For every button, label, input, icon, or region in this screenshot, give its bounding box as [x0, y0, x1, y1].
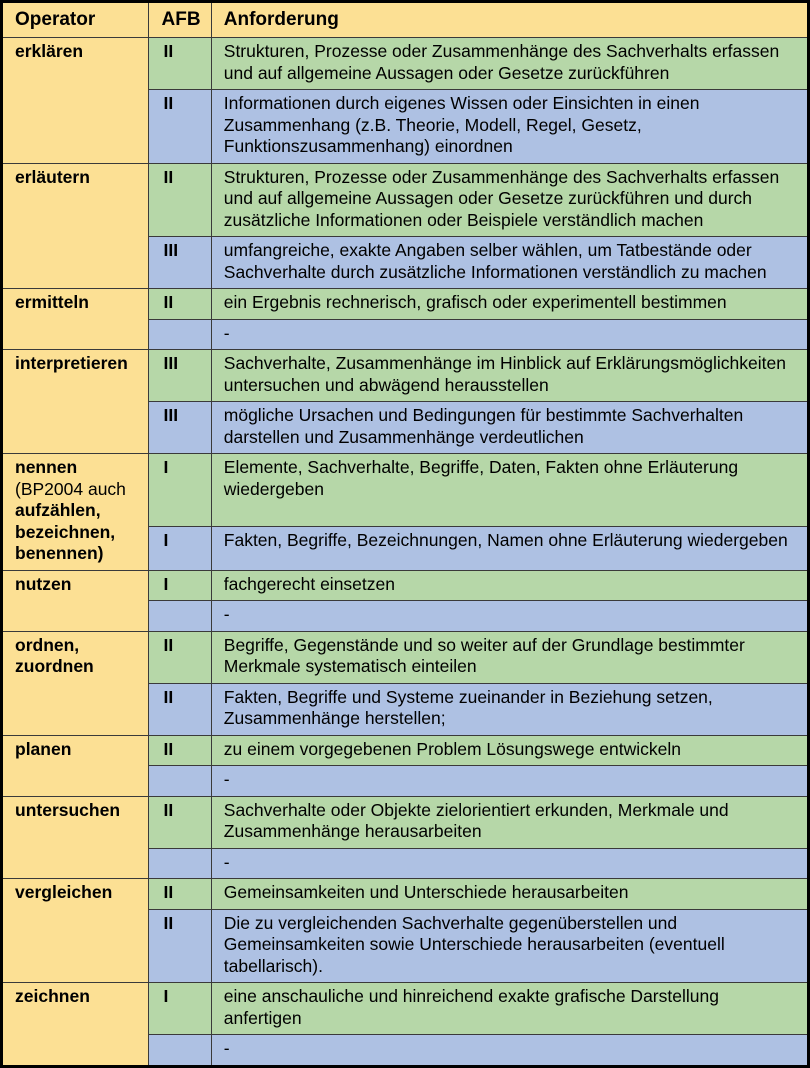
anforderung-cell: Begriffe, Gegenstände und so weiter auf der Grundlage bestimmter Merkmale systematisch einteilen — [211, 631, 808, 683]
afb-cell: III — [148, 237, 211, 289]
operator-cell-planen — [2, 735, 149, 796]
table-row — [2, 38, 809, 90]
anforderung-cell: - — [211, 766, 808, 797]
anforderung-cell: Gemeinsamkeiten und Unterschiede herausarbeiten — [211, 879, 808, 910]
anforderung-cell: - — [211, 848, 808, 879]
operator-label: vergleichen — [15, 882, 113, 902]
table-row — [2, 631, 809, 683]
table-row — [2, 983, 809, 1035]
afb-cell: II — [148, 631, 211, 683]
operator-note: (BP2004 auch — [15, 478, 126, 499]
anforderung-cell: Strukturen, Prozesse oder Zusammenhänge des Sachverhalts erfassen und auf allgemeine Aussagen oder Gesetze zurückführen — [211, 38, 808, 90]
anforderung-cell: - — [211, 1035, 808, 1067]
afb-cell: II — [148, 289, 211, 320]
operator-cell-untersuchen — [2, 796, 149, 879]
afb-cell: I — [148, 570, 211, 601]
operator-cell-ordnen-zuordnen — [2, 631, 149, 735]
afb-cell: I — [148, 527, 211, 570]
anforderung-cell: Fakten, Begriffe, Bezeichnungen, Namen ohne Erläuterung wiedergeben — [211, 527, 808, 570]
operator-cell-nutzen — [2, 570, 149, 631]
table-row — [2, 735, 809, 766]
afb-column-header: AFB — [148, 2, 211, 38]
afb-cell: II — [148, 796, 211, 848]
afb-cell: III — [148, 350, 211, 402]
table-row — [2, 879, 809, 910]
table-row — [2, 163, 809, 237]
anforderung-cell: Strukturen, Prozesse oder Zusammenhänge des Sachverhalts erfassen und auf allgemeine Aussagen oder Gesetze zurückführen und durch zusätzliche Informationen oder Beispiele verständlich machen — [211, 163, 808, 237]
table-row — [2, 289, 809, 320]
afb-cell — [148, 319, 211, 350]
anforderung-cell: fachgerecht einsetzen — [211, 570, 808, 601]
anforderung-cell: ein Ergebnis rechnerisch, grafisch oder experimentell bestimmen — [211, 289, 808, 320]
afb-cell: III — [148, 402, 211, 454]
afb-cell — [148, 601, 211, 632]
afb-cell: II — [148, 90, 211, 164]
anforderung-cell: - — [211, 319, 808, 350]
anforderung-cell: Elemente, Sachverhalte, Begriffe, Daten, Fakten ohne Erläuterung wiedergeben — [211, 454, 808, 527]
afb-cell: II — [148, 38, 211, 90]
operator-cell-zeichnen — [2, 983, 149, 1067]
anforderung-cell: - — [211, 601, 808, 632]
anforderung-cell: Die zu vergleichenden Sachverhalte gegenüberstellen und Gemeinsamkeiten sowie Unterschiede herausarbeiten (eventuell tabellarisch). — [211, 909, 808, 983]
anforderung-cell: Informationen durch eigenes Wissen oder Einsichten in einen Zusammenhang (z.B. Theorie, Modell, Regel, Gesetz, Funktionszusammenhang) einordnen — [211, 90, 808, 164]
operator-label: planen — [15, 738, 72, 759]
operator-cell-interpretieren — [2, 350, 149, 454]
afb-cell: II — [148, 909, 211, 983]
anforderung-cell: Fakten, Begriffe und Systeme zueinander in Beziehung setzen, Zusammenhänge herstellen; — [211, 683, 808, 735]
anforderung-cell: Sachverhalte, Zusammenhänge im Hinblick auf Erklärungsmöglichkeiten untersuchen und abwägend herausstellen — [211, 350, 808, 402]
operator-label: nutzen — [15, 573, 72, 594]
operator-cell-vergleichen — [2, 879, 149, 983]
operator-cell-nennen — [2, 454, 149, 571]
operator-note-synonyms: aufzählen, bezeichnen, benennen) — [15, 500, 116, 563]
operator-label: nennen — [15, 457, 78, 477]
operator-column-header: Operator — [2, 2, 149, 38]
anforderung-cell: zu einem vorgegebenen Problem Lösungswege entwickeln — [211, 735, 808, 766]
afb-cell: I — [148, 983, 211, 1035]
afb-cell — [148, 848, 211, 879]
operator-label: interpretieren — [15, 353, 128, 373]
operator-label: erläutern — [15, 166, 90, 187]
anforderung-cell: mögliche Ursachen und Bedingungen für bestimmte Sachverhalten darstellen und Zusammenhänge verdeutlichen — [211, 402, 808, 454]
operator-label: ordnen, zuordnen — [15, 634, 94, 676]
table-row — [2, 454, 809, 527]
operator-cell-erlaeutern — [2, 163, 149, 289]
operator-label: zeichnen — [15, 986, 90, 1006]
operator-cell-erklaeren — [2, 38, 149, 164]
header-row — [2, 2, 809, 38]
afb-cell — [148, 1035, 211, 1067]
operator-label: untersuchen — [15, 799, 121, 820]
table-row — [2, 796, 809, 848]
table-row — [2, 350, 809, 402]
afb-cell — [148, 766, 211, 797]
afb-cell: II — [148, 735, 211, 766]
operator-label: ermitteln — [15, 292, 89, 312]
anforderung-cell: Sachverhalte oder Objekte zielorientiert erkunden, Merkmale und Zusammenhänge herausarbeiten — [211, 796, 808, 848]
anforderung-column-header: Anforderung — [211, 2, 808, 38]
afb-cell: II — [148, 879, 211, 910]
afb-cell: I — [148, 454, 211, 527]
operator-cell-ermitteln — [2, 289, 149, 350]
anforderung-cell: eine anschauliche und hinreichend exakte grafische Darstellung anfertigen — [211, 983, 808, 1035]
operator-label: erklären — [15, 41, 84, 61]
table-row — [2, 570, 809, 601]
anforderung-cell: umfangreiche, exakte Angaben selber wählen, um Tatbestände oder Sachverhalte durch zusätzliche Informationen verständlich zu machen — [211, 237, 808, 289]
afb-cell: II — [148, 683, 211, 735]
afb-cell: II — [148, 163, 211, 237]
